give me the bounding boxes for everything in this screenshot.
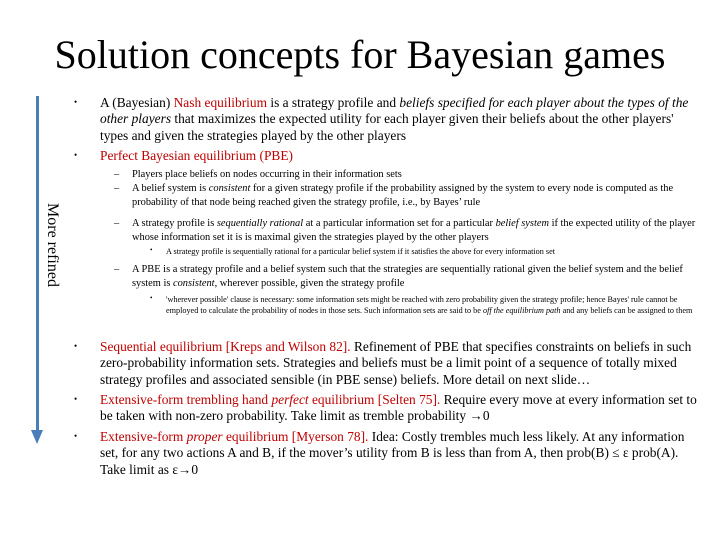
sub-sub-item-rational-all-sets: A strategy profile is sequentially rational for a particular belief system if it satisfies the above for every information set: [166, 247, 556, 256]
sub-item-pbe-definition: A PBE is a strategy profile and a belief system such that the strategies are sequentially rational given the belief system and the belief system is consistent, wherever possible, given the strategy profile: [132, 264, 683, 289]
bullet-icon: •: [74, 394, 78, 404]
dash-icon: –: [114, 218, 120, 229]
bullet-icon: •: [74, 341, 78, 351]
dash-icon: –: [114, 264, 120, 275]
bullet-trembling-hand: Extensive-form trembling hand perfect equilibrium [Selten 75]. Require every move at every information set to be taken with non-zero probability. Take limit as tremble probability →0: [100, 392, 697, 424]
dash-icon: –: [114, 169, 120, 180]
bullet-icon: •: [74, 150, 78, 160]
bullet-nash-equilibrium: A (Bayesian) Nash equilibrium is a strategy profile and beliefs specified for each player about the types of the other players that maximizes the expected utility for each player given their beliefs about the other players' types and given the strategies played by the other players: [100, 95, 689, 143]
sub-item-sequentially-rational: A strategy profile is sequentially rational at a particular information set for a particular belief system if the expected utility of the player whose information set it is is maximal given the strategies played by the other players: [132, 218, 696, 243]
nash-equilibrium-term: Nash equilibrium: [173, 95, 267, 110]
sub-sub-item-off-path: 'wherever possible' clause is necessary: some information sets might be reached with zero probability given the strategy profile; hence Bayes' rule cannot be employed to calculate the probability of nodes in those sets. Such information sets are said to be off the equilibrium path and any beliefs can be assigned to them: [166, 295, 693, 315]
sub-item-beliefs: Players place beliefs on nodes occurring in their information sets: [132, 169, 402, 180]
slide-title: Solution concepts for Bayesian games: [54, 32, 666, 77]
bullet-icon: •: [150, 246, 153, 254]
bullet-icon: •: [74, 97, 78, 107]
sequential-equilibrium-term: Sequential equilibrium [Kreps and Wilson 82].: [100, 339, 351, 354]
bullet-proper-equilibrium: Extensive-form proper equilibrium [Myerson 78]. Idea: Costly trembles much less likely. At any information set, for any two actions A and B, if the mover’s utility from B is less than from A, then prob(B) ≤ ε prob(A). Take limit as ε→0: [100, 429, 685, 477]
bullet-sequential-equilibrium: Sequential equilibrium [Kreps and Wilson 82]. Refinement of PBE that specifies constraints on beliefs in such zero-probability information sets. Strategies and beliefs must be a limit point of a sequence of totally mixed strategy profiles and associated sensible (in PBE sense) beliefs. More detail on next slide…: [100, 339, 692, 387]
bullet-pbe: Perfect Bayesian equilibrium (PBE): [100, 148, 294, 163]
down-arrow-icon: [31, 430, 43, 444]
dash-icon: –: [114, 183, 120, 194]
sub-item-consistent: A belief system is consistent for a given strategy profile if the probability assigned by the system to every node is computed as the probability of that node being reached given the strategy profile, i.e., by Bayes’ rule: [132, 183, 674, 208]
side-label-text: More refined: [44, 203, 61, 287]
bullet-icon: •: [150, 294, 153, 302]
refinement-arrow-shaft: [36, 96, 39, 430]
bullet-icon: •: [74, 431, 78, 441]
